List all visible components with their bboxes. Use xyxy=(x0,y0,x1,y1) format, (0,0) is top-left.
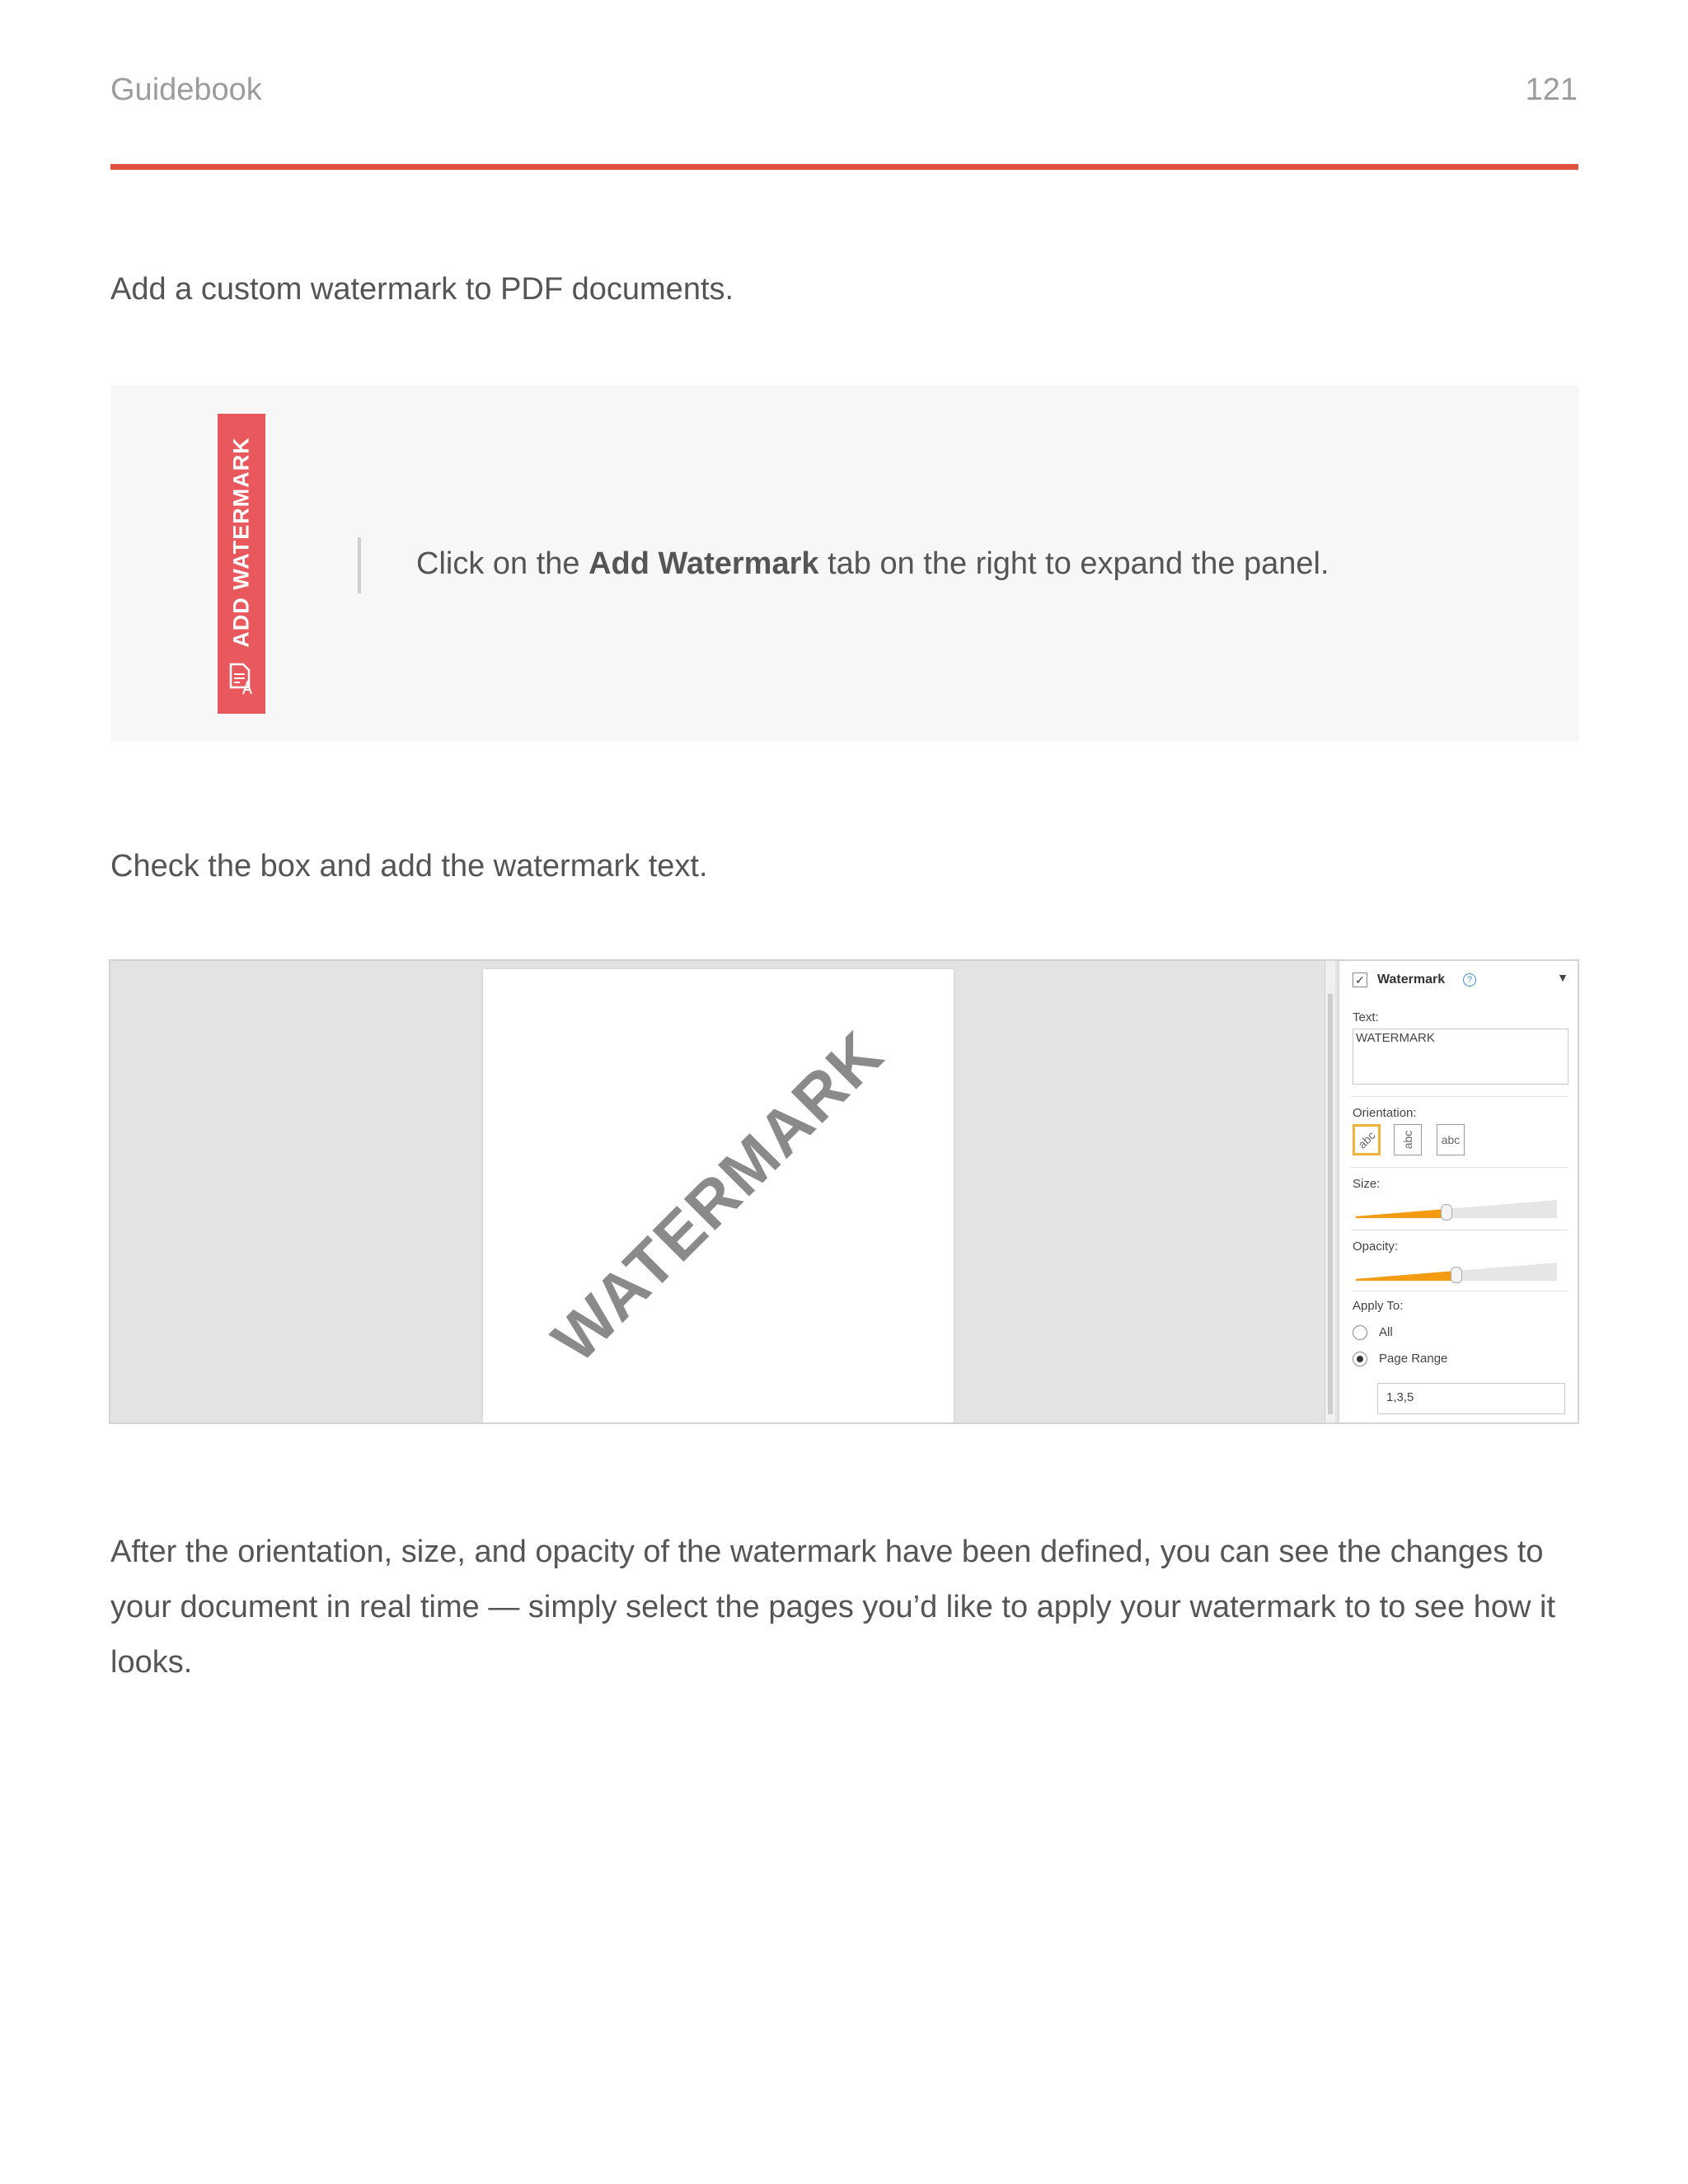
callout-divider xyxy=(358,537,361,593)
document-page-preview xyxy=(483,969,954,1424)
orientation-vertical-label: abc xyxy=(1401,1130,1414,1150)
callout-text-before: Click on the xyxy=(416,546,589,581)
closing-paragraph: After the orientation, size, and opacity of the watermark have been defined, you can see the changes to your document in real time — simply select the pages you’d like to apply your watermark to to see how it looks. xyxy=(110,1535,1556,1680)
apply-all-radio[interactable] xyxy=(1353,1325,1367,1340)
help-icon[interactable]: ? xyxy=(1463,973,1476,987)
panel-divider xyxy=(1351,1096,1568,1097)
panel-scrollbar[interactable] xyxy=(1325,961,1335,1424)
callout-text-bold: Add Watermark xyxy=(588,546,819,581)
scrollbar-thumb[interactable] xyxy=(1328,994,1333,1414)
opacity-slider-fill xyxy=(1356,1263,1456,1281)
watermark-panel xyxy=(1339,961,1579,1424)
orientation-diagonal-label: abc xyxy=(1355,1128,1378,1151)
apply-page-range-label: Page Range xyxy=(1379,1352,1448,1366)
chevron-down-icon[interactable]: ▼ xyxy=(1557,971,1568,984)
watermark-panel-header xyxy=(1353,971,1568,992)
size-label: Size: xyxy=(1353,1177,1381,1191)
opacity-slider[interactable] xyxy=(1356,1264,1557,1282)
orientation-label: Orientation: xyxy=(1353,1106,1417,1120)
text-label: Text: xyxy=(1353,1010,1379,1024)
size-slider-handle[interactable] xyxy=(1441,1204,1452,1221)
step-two-text: Check the box and add the watermark text. xyxy=(110,849,708,883)
page-range-input[interactable]: 1,3,5 xyxy=(1377,1383,1565,1414)
size-slider[interactable] xyxy=(1356,1202,1557,1220)
watermark-panel-title: Watermark xyxy=(1377,972,1446,987)
orientation-vertical-button[interactable] xyxy=(1394,1124,1422,1155)
size-slider-fill xyxy=(1356,1200,1447,1218)
opacity-slider-handle[interactable] xyxy=(1451,1267,1462,1283)
watermark-screenshot xyxy=(109,959,1579,1424)
orientation-horizontal-label: abc xyxy=(1441,1133,1461,1146)
watermark-checkbox[interactable]: ✓ xyxy=(1353,972,1367,987)
add-watermark-tab[interactable] xyxy=(218,414,265,714)
callout-instruction xyxy=(416,546,1329,582)
callout-text-after: tab on the right to expand the panel. xyxy=(818,546,1329,581)
panel-divider xyxy=(1351,1167,1568,1168)
watermark-text-input[interactable]: WATERMARK xyxy=(1353,1029,1568,1085)
opacity-label: Opacity: xyxy=(1353,1240,1399,1254)
document-watermark-icon xyxy=(228,663,255,700)
orientation-horizontal-button[interactable] xyxy=(1437,1124,1465,1155)
page-watermark-text: WATERMARK xyxy=(537,1016,898,1376)
intro-text: Add a custom watermark to PDF documents. xyxy=(110,272,734,307)
header-divider xyxy=(110,164,1578,170)
apply-to-label: Apply To: xyxy=(1353,1299,1404,1313)
header-title: Guidebook xyxy=(110,73,262,107)
orientation-diagonal-button[interactable] xyxy=(1353,1124,1381,1155)
apply-all-label: All xyxy=(1379,1325,1393,1339)
page-number: 121 xyxy=(1525,73,1578,107)
apply-page-range-radio[interactable] xyxy=(1353,1352,1367,1366)
add-watermark-tab-label: ADD WATERMARK xyxy=(228,437,254,648)
